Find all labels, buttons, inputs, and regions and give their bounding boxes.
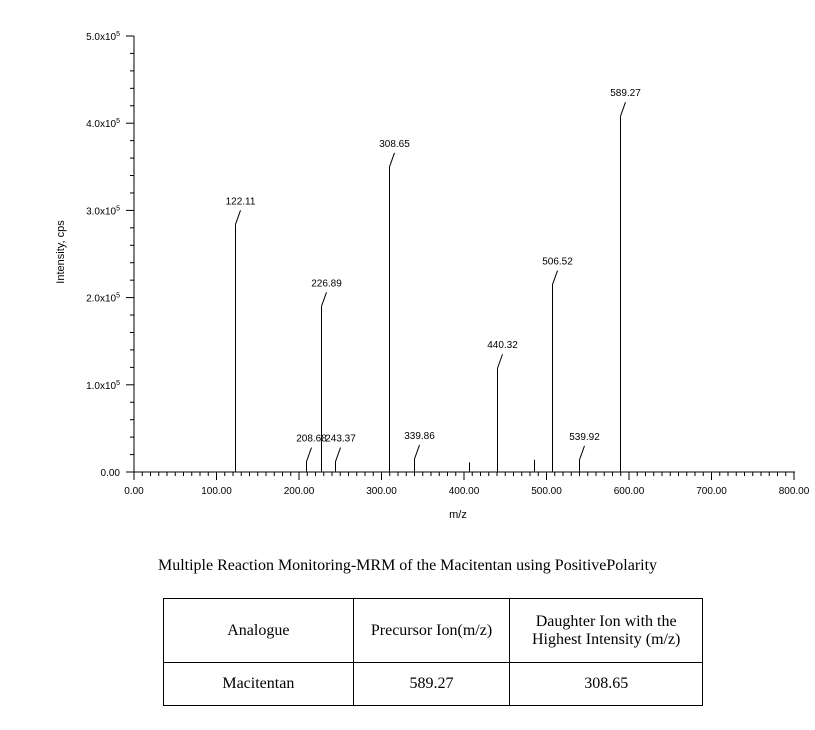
- table-header-precursor-ion: Precursor Ion(m/z): [353, 599, 510, 663]
- peak-leader-line: [415, 445, 420, 459]
- figure-caption: Multiple Reaction Monitoring-MRM of the Macitentan using PositivePolarity: [157, 557, 658, 574]
- peak-leader-line: [553, 271, 558, 285]
- y-tick-label: $4.0x10^5$: [86, 118, 120, 131]
- peak-leader-line: [498, 354, 503, 368]
- table-header-daughter-ion: Daughter Ion with the Highest Intensity (m/z): [510, 599, 703, 663]
- table-cell-precursor-ion: 589.27: [353, 663, 510, 706]
- x-tick-label: 400.00: [448, 486, 480, 497]
- peak-leader-line: [390, 153, 395, 167]
- x-tick-label: 800.00: [778, 486, 810, 497]
- peak-label: 308.65: [379, 138, 410, 150]
- peak-leader-line: [336, 448, 341, 462]
- y-tick-label: $5.0x10^5$: [86, 31, 120, 43]
- peak-label: 122.11: [225, 196, 256, 208]
- x-tick-label: 200.00: [283, 486, 315, 497]
- x-axis-title: m/z: [449, 509, 467, 521]
- x-tick-label: 600.00: [613, 486, 645, 497]
- peak-leader-line: [580, 446, 585, 460]
- peak-label: 243.37: [325, 433, 356, 445]
- peak-label: 506.52: [542, 256, 573, 268]
- chart-peaks: [226, 88, 642, 472]
- peak-label: 339.86: [404, 430, 435, 442]
- peak-leader-line: [322, 292, 327, 306]
- y-axis-title: Intensity, cps: [55, 220, 67, 284]
- y-tick-label: $2.0x10^5$: [86, 292, 120, 305]
- chart-axes: [86, 31, 810, 497]
- peak-label: 208.68: [296, 433, 327, 445]
- table-header-row: [164, 599, 703, 663]
- mrm-table: [163, 598, 703, 706]
- x-tick-label: 500.00: [531, 486, 562, 497]
- y-tick-label: $3.0x10^5$: [86, 205, 120, 218]
- peak-leader-line: [307, 448, 312, 462]
- table-header-analogue: Analogue: [164, 599, 354, 663]
- peak-leader-line: [621, 102, 626, 116]
- table-cell-daughter-ion: 308.65: [510, 663, 703, 706]
- peak-leader-line: [236, 210, 241, 224]
- x-tick-label: 700.00: [696, 486, 727, 497]
- peak-label: 440.32: [487, 340, 518, 352]
- x-tick-label: 0.00: [124, 486, 144, 497]
- peak-label: 226.89: [311, 278, 342, 290]
- peak-label: 589.27: [610, 88, 641, 100]
- y-tick-label: $1.0x10^5$: [86, 379, 120, 392]
- table-row: [164, 663, 703, 706]
- table-cell-analogue: Macitentan: [164, 663, 354, 706]
- x-tick-label: 300.00: [366, 486, 397, 497]
- y-tick-label: 0.00: [100, 468, 120, 479]
- peak-label: 539.92: [569, 431, 600, 443]
- x-tick-label: 100.00: [201, 486, 232, 497]
